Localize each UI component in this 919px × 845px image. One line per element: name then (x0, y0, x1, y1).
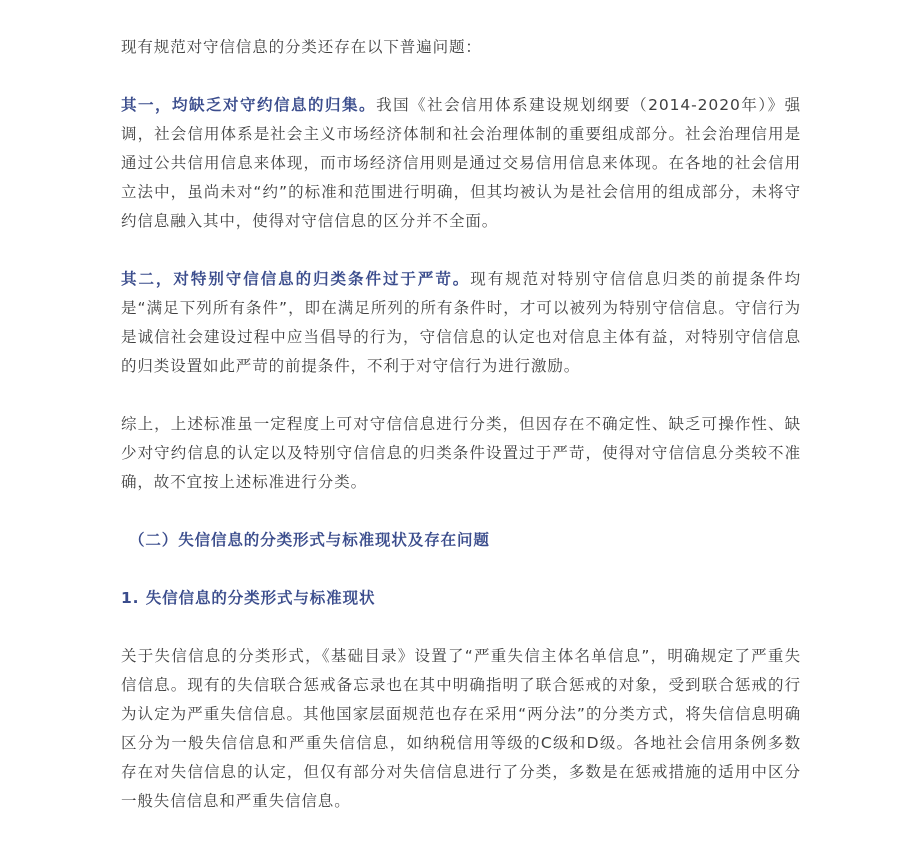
problem-two-body: 现有规范对特别守信信息归类的前提条件均是“满足下列所有条件”，即在满足所列的所有条件时，才可以被列为特别守信信息。守信行为是诚信社会建设过程中应当倡导的行为，守信信息的认定也对信息主体有益，对特别守信信息的归类设置如此严苛的前提条件，不利于对守信行为进行激励。 (121, 270, 801, 375)
intro-paragraph: 现有规范对守信信息的分类还存在以下普遍问题： (121, 38, 482, 56)
section-heading: （二）失信信息的分类形式与标准现状及存在问题 (129, 531, 490, 549)
article-body (121, 33, 801, 845)
problem-one-paragraph (121, 91, 801, 236)
problem-two-lead: 其二，对特别守信信息的归类条件过于严苛。 (121, 270, 471, 288)
subsection-heading: 1. 失信信息的分类形式与标准现状 (121, 589, 376, 607)
problem-two-paragraph (121, 265, 801, 381)
classification-paragraph: 关于失信信息的分类形式，《基础目录》设置了“严重失信主体名单信息”，明确规定了严重失信信息。现有的失信联合惩戒备忘录也在其中明确指明了联合惩戒的对象，受到联合惩戒的行为认定为严重失信信息。其他国家层面规范也存在采用“两分法”的分类方式，将失信信息明确区分为一般失信信息和严重失信信息，如纳税信用等级的C级和D级。各地社会信用条例多数存在对失信信息的认定，但仅有部分对失信信息进行了分类，多数是在惩戒措施的适用中区分一般失信信息和严重失信信息。 (121, 647, 801, 810)
summary-paragraph: 综上，上述标准虽一定程度上可对守信信息进行分类，但因存在不确定性、缺乏可操作性、缺少对守约信息的认定以及特别守信信息的归类条件设置过于严苛，使得对守信信息分类较不准确，故不宜按上述标准进行分类。 (121, 415, 801, 491)
problem-one-lead: 其一，均缺乏对守约信息的归集。 (121, 96, 377, 114)
problem-one-body: 我国《社会信用体系建设规划纲要（2014-2020年）》强调，社会信用体系是社会主义市场经济体制和社会治理体制的重要组成部分。社会治理信用是通过公共信用信息来体现，而市场经济信用则是通过交易信用信息来体现。在各地的社会信用立法中，虽尚未对“约”的标准和范围进行明确，但其均被认为是社会信用的组成部分，未将守约信息融入其中，使得对守信信息的区分并不全面。 (121, 96, 801, 230)
